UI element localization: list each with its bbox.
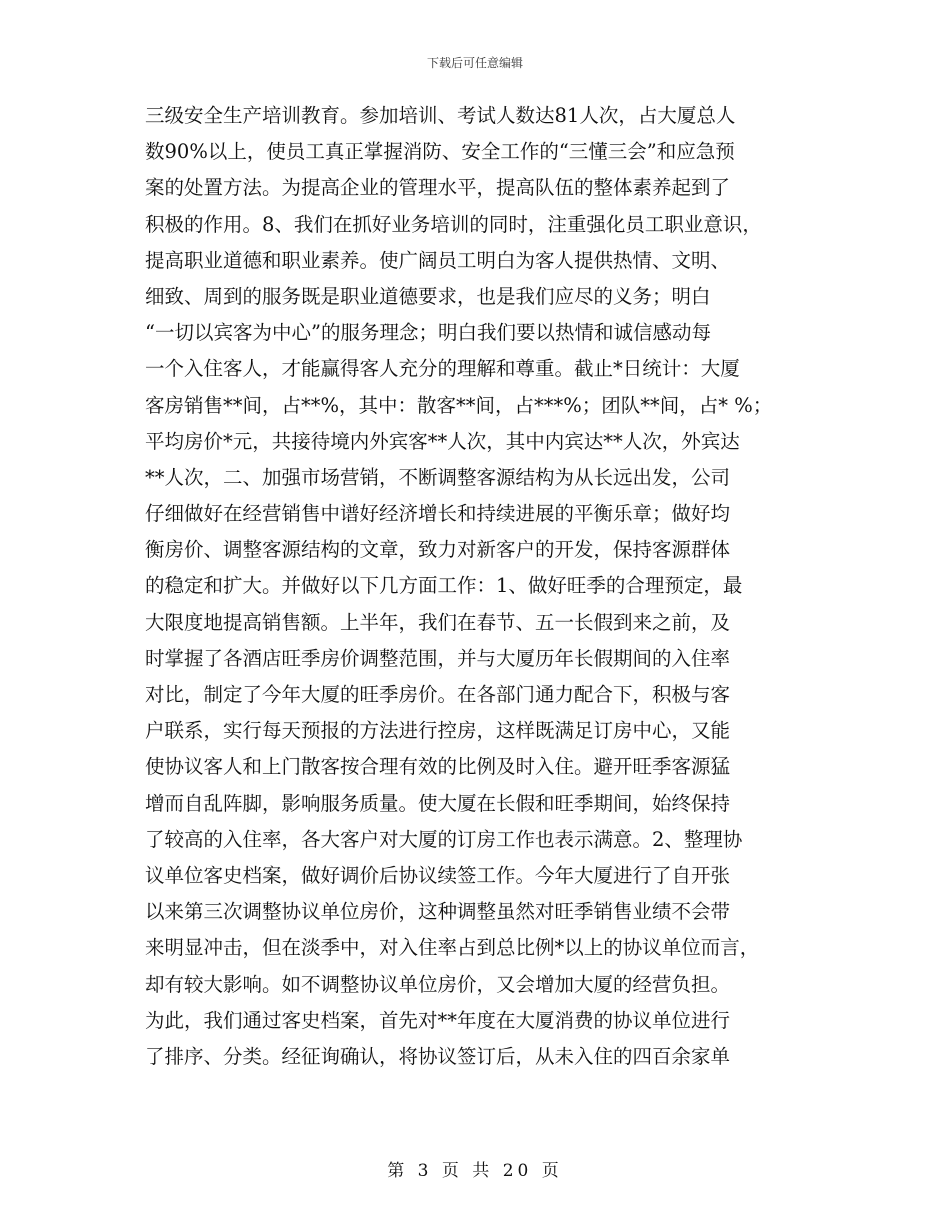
text-line: 时掌握了各酒店旺季房价调整范围，并与大厦历年长假期间的入住率 — [145, 646, 731, 670]
text-line: 三级安全生产培训教育。参加培训、考试人数达81人次，占大厦总人 — [145, 104, 736, 127]
text-line: 了较高的入住率，各大客户对大厦的订房工作也表示满意。2、整理协 — [145, 827, 743, 851]
text-line: 却有较大影响。如不调整协议单位房价，又会增加大厦的经营负担。 — [145, 972, 731, 996]
text-line: 来明显冲击，但在淡季中，对入住率占到总比例*以上的协议单位而言， — [145, 936, 760, 960]
text-line: 户联系，实行每天预报的方法进行控房，这样既满足订房中心，又能 — [145, 719, 731, 743]
text-line: 使协议客人和上门散客按合理有效的比例及时入住。避开旺季客源猛 — [145, 755, 731, 779]
text-line: 大限度地提高销售额。上半年，我们在春节、五一长假到来之前，及 — [145, 610, 731, 634]
text-line: 提高职业道德和职业素养。使广阔员工明白为客人提供热情、文明、 — [145, 248, 731, 272]
text-line: 增而自乱阵脚，影响服务质量。使大厦在长假和旺季期间，始终保持 — [145, 791, 731, 815]
text-line: 衡房价、调整客源结构的文章，致力对新客户的开发，保持客源群体 — [145, 538, 731, 562]
body-text — [145, 98, 805, 1075]
text-line: 议单位客史档案，做好调价后协议续签工作。今年大厦进行了自开张 — [145, 863, 731, 887]
text-line: 数90%以上，使员工真正掌握消防、安全工作的“三懂三会”和应急预 — [145, 140, 735, 164]
text-line: 为此，我们通过客史档案，首先对**年度在大厦消费的协议单位进行 — [145, 1008, 731, 1032]
text-line: 的稳定和扩大。并做好以下几方面工作：1、做好旺季的合理预定，最 — [145, 574, 743, 598]
page-header: 下载后可任意编辑 — [426, 56, 523, 70]
text-line: 客房销售**间，占**%，其中：散客**间，占***%；团队**间，占* %； — [145, 393, 773, 417]
text-line: **人次，二、加强市场营销，不断调整客源结构为从长远出发，公司 — [145, 465, 731, 489]
text-line: 仔细做好在经营销售中谱好经济增长和持续进展的平衡乐章；做好均 — [145, 502, 731, 526]
text-line: 细致、周到的服务既是职业道德要求，也是我们应尽的义务；明白 — [145, 284, 711, 308]
text-line: 对比，制定了今年大厦的旺季房价。在各部门通力配合下，积极与客 — [145, 683, 731, 706]
page-footer: 第 3 页 共 20 页 — [387, 1161, 563, 1181]
text-line: 以来第三次调整协议单位房价，这种调整虽然对旺季销售业绩不会带 — [145, 900, 731, 924]
text-line: 案的处置方法。为提高企业的管理水平，提高队伍的整体素养起到了 — [145, 176, 731, 200]
text-line: 一个入住客人，才能赢得客人充分的理解和尊重。截止*日统计：大厦 — [145, 357, 740, 381]
text-line: “一切以宾客为中心”的服务理念；明白我们要以热情和诚信感动每 — [145, 321, 711, 345]
text-line: 平均房价*元，共接待境内外宾客**人次，其中内宾达**人次，外宾达 — [145, 429, 740, 453]
text-line: 了排序、分类。经征询确认，将协议签订后，从未入住的四百余家单 — [145, 1044, 731, 1068]
text-line: 积极的作用。8、我们在抓好业务培训的同时，注重强化员工职业意识， — [145, 212, 762, 236]
